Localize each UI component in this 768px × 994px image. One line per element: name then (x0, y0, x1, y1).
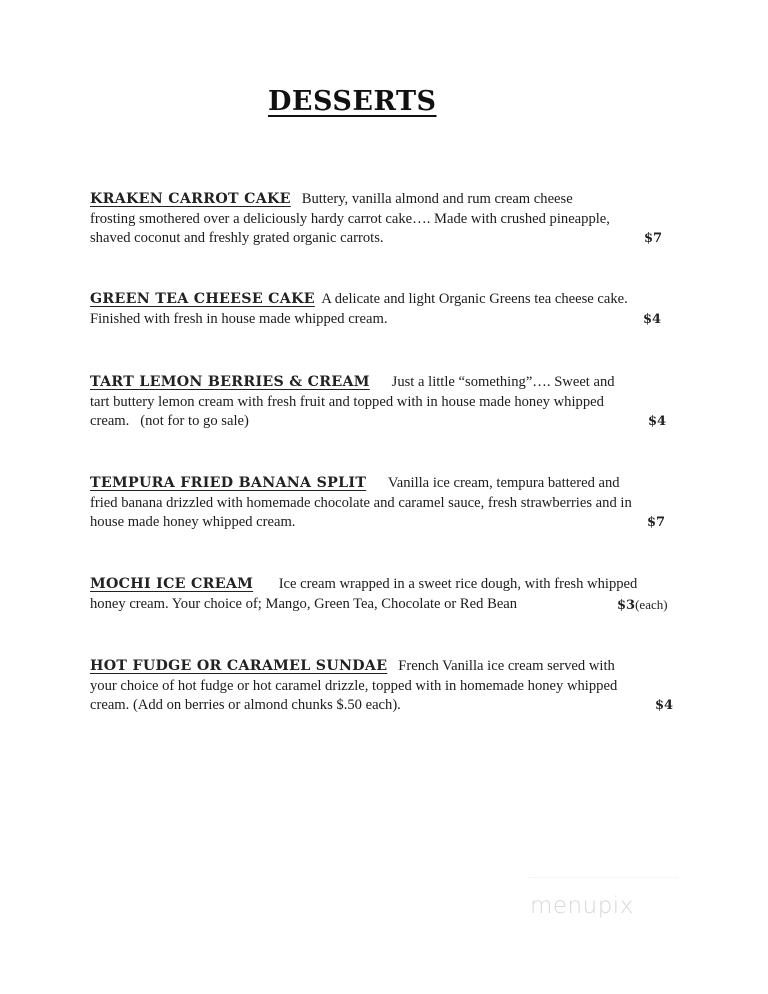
desc-line (90, 575, 665, 595)
item-desc: Ice cream wrapped in a sweet rice dough, with fresh whipped (278, 576, 638, 592)
desc-line: fried banana drizzled with homemade chocolate and caramel sauce, fresh strawberries and in (90, 494, 632, 511)
item-price: $7 (644, 231, 663, 246)
desc-line: frosting smothered over a deliciously hardy carrot cake…. Made with crushed pineapple, (90, 210, 610, 227)
desc-line (90, 290, 665, 310)
watermark-logo: menupix (530, 893, 634, 919)
item-desc: honey cream. Your choice of; Mango, Green Tea, Chocolate or Red Bean (90, 595, 518, 612)
desc-line (90, 595, 668, 615)
desc-line (90, 229, 665, 249)
item-price: $4 (648, 414, 667, 429)
item-price: $7 (647, 515, 666, 530)
desc-line (90, 190, 665, 210)
item-desc: Buttery, vanilla almond and rum cream cheese (301, 191, 573, 207)
desc-line (90, 696, 674, 716)
item-name: MOCHI ICE CREAM (90, 576, 254, 592)
item-desc: A delicate and light Organic Greens tea cheese cake. (321, 291, 628, 307)
menu-item-tempura-fried-banana-split (90, 474, 665, 533)
item-name: HOT FUDGE OR CARAMEL SUNDAE (90, 658, 388, 674)
item-price (617, 595, 668, 616)
menu-item-kraken-carrot-cake (90, 190, 665, 249)
desc-line: your choice of hot fudge or hot caramel drizzle, topped with in homemade honey whipped (90, 677, 618, 694)
item-price-note: (each) (635, 596, 668, 612)
desc-line (90, 657, 665, 677)
desc-line: tart buttery lemon cream with fresh fruit and topped with in house made honey whipped (90, 393, 604, 410)
item-price: $4 (655, 698, 674, 713)
item-name: TEMPURA FRIED BANANA SPLIT (90, 475, 367, 491)
item-desc: Just a little “something”…. Sweet and (391, 374, 615, 390)
desc-line (90, 474, 665, 494)
page-title: DESSERTS (268, 86, 437, 117)
item-desc: cream. (not for to go sale) (90, 413, 249, 429)
item-name: KRAKEN CARROT CAKE (90, 191, 291, 207)
item-desc: French Vanilla ice cream served with (398, 658, 615, 674)
item-desc: shaved coconut and freshly grated organic carrots. (90, 230, 384, 246)
menu-item-tart-lemon-berries-cream (90, 373, 665, 432)
item-price-value: $3 (617, 597, 636, 613)
desc-line (90, 373, 665, 393)
menu-item-hot-fudge-caramel-sundae (90, 657, 674, 716)
desc-line (90, 412, 665, 432)
item-desc: Finished with fresh in house made whipped cream. (90, 310, 388, 327)
menu-item-green-tea-cheese-cake (90, 290, 665, 329)
item-name: TART LEMON BERRIES & CREAM (90, 374, 370, 390)
menu-item-mochi-ice-cream (90, 575, 668, 614)
item-desc: Vanilla ice cream, tempura battered and (387, 475, 620, 491)
desc-line (90, 513, 665, 533)
item-desc: house made honey whipped cream. (90, 514, 296, 530)
item-name: GREEN TEA CHEESE CAKE (90, 291, 315, 307)
desc-line (90, 310, 665, 330)
item-desc: cream. (Add on berries or almond chunks $.50 each). (90, 697, 401, 713)
watermark-decoration (528, 877, 678, 886)
item-price: $4 (643, 311, 662, 327)
